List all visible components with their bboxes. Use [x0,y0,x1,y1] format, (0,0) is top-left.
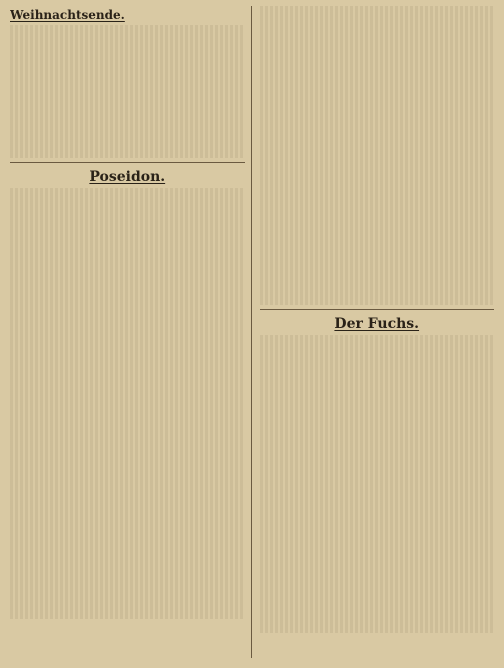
text-line-placeholder [260,197,495,205]
text-line-placeholder [10,58,245,66]
text-line-placeholder [260,476,495,484]
text-line-placeholder [260,31,495,39]
text-line-placeholder [260,89,495,97]
text-line-placeholder [260,418,495,426]
text-line-placeholder [10,470,245,478]
text-line-placeholder [260,567,495,575]
text-line-placeholder [260,72,495,80]
left-column [10,6,252,658]
text-line-placeholder [260,255,495,263]
text-line-placeholder [10,345,245,353]
text-line-placeholder [10,403,245,411]
divider [10,162,245,163]
text-line-placeholder [10,462,245,470]
text-line-placeholder [260,213,495,221]
text-line-placeholder [10,578,245,586]
text-line-placeholder [10,50,245,58]
text-line-placeholder [10,520,245,528]
text-line-placeholder [10,329,245,337]
text-line-placeholder [260,376,495,384]
text-line-placeholder [10,42,245,50]
text-line-placeholder [260,409,495,417]
text-line-placeholder [10,213,245,221]
text-line-placeholder [260,517,495,525]
text-line-placeholder [10,221,245,229]
text-line-placeholder [260,122,495,130]
text-line-placeholder [260,47,495,55]
text-line-placeholder [260,114,495,122]
text-line-placeholder [10,445,245,453]
text-line-placeholder [10,586,245,594]
divider [260,309,495,310]
text-line-placeholder [10,370,245,378]
text-line-placeholder [10,116,245,124]
text-line-placeholder [10,528,245,536]
text-line-placeholder [260,467,495,475]
text-line-placeholder [260,288,495,296]
text-line-placeholder [260,608,495,616]
text-line-placeholder [260,189,495,197]
text-line-placeholder [10,428,245,436]
text-line-placeholder [260,492,495,500]
text-line-placeholder [260,272,495,280]
article-body [260,335,495,634]
text-line-placeholder [260,534,495,542]
text-line-placeholder [10,296,245,304]
text-line-placeholder [10,453,245,461]
text-line-placeholder [10,25,245,33]
text-line-placeholder [260,23,495,31]
text-line-placeholder [260,509,495,517]
text-line-placeholder [10,149,245,157]
text-line-placeholder [10,536,245,544]
text-line-placeholder [260,222,495,230]
text-line-placeholder [260,56,495,64]
text-line-placeholder [10,379,245,387]
text-line-placeholder [260,155,495,163]
text-line-placeholder [260,97,495,105]
text-line-placeholder [10,395,245,403]
text-line-placeholder [260,230,495,238]
text-line-placeholder [260,443,495,451]
text-line-placeholder [10,603,245,611]
text-line-placeholder [260,550,495,558]
text-line-placeholder [10,312,245,320]
article-title-poseidon: Poseidon. [89,168,166,185]
text-line-placeholder [260,130,495,138]
text-line-placeholder [10,271,245,279]
text-line-placeholder [260,351,495,359]
text-line-placeholder [260,296,495,304]
text-line-placeholder [10,437,245,445]
text-line-placeholder [10,354,245,362]
text-line-placeholder [260,484,495,492]
text-line-placeholder [260,584,495,592]
text-line-placeholder [10,229,245,237]
text-line-placeholder [260,501,495,509]
text-line-placeholder [10,83,245,91]
text-line-placeholder [260,164,495,172]
text-line-placeholder [10,196,245,204]
text-line-placeholder [260,238,495,246]
text-line-placeholder [260,360,495,368]
text-line-placeholder [260,401,495,409]
text-line-placeholder [260,559,495,567]
text-line-placeholder [10,204,245,212]
text-line-placeholder [260,625,495,633]
text-line-placeholder [10,188,245,196]
poem-body [10,25,245,158]
text-line-placeholder [10,133,245,141]
text-line-placeholder [10,246,245,254]
article-body [10,188,245,619]
text-line-placeholder [10,420,245,428]
text-line-placeholder [260,6,495,14]
text-line-placeholder [260,368,495,376]
text-line-placeholder [260,575,495,583]
text-line-placeholder [260,172,495,180]
text-line-placeholder [260,434,495,442]
text-line-placeholder [10,478,245,486]
text-line-placeholder [260,64,495,72]
text-line-placeholder [10,279,245,287]
text-line-placeholder [10,141,245,149]
text-line-placeholder [260,39,495,47]
text-line-placeholder [10,611,245,619]
text-line-placeholder [260,393,495,401]
article-title-der-fuchs: Der Fuchs. [334,315,420,332]
text-line-placeholder [10,553,245,561]
text-line-placeholder [10,412,245,420]
text-line-placeholder [10,287,245,295]
text-line-placeholder [10,337,245,345]
text-line-placeholder [260,147,495,155]
article-title-weihnachtsende: Weihnachtsende. [10,8,125,22]
text-line-placeholder [10,254,245,262]
text-line-placeholder [10,108,245,116]
text-line-placeholder [10,125,245,133]
text-line-placeholder [10,495,245,503]
text-line-placeholder [10,569,245,577]
text-line-placeholder [10,75,245,83]
text-line-placeholder [260,14,495,22]
text-line-placeholder [260,459,495,467]
text-line-placeholder [10,238,245,246]
text-line-placeholder [260,247,495,255]
text-line-placeholder [260,180,495,188]
text-line-placeholder [10,321,245,329]
article-body-continued [260,6,495,305]
text-line-placeholder [260,426,495,434]
text-line-placeholder [10,503,245,511]
text-line-placeholder [260,280,495,288]
text-line-placeholder [10,561,245,569]
text-line-placeholder [10,100,245,108]
text-line-placeholder [260,451,495,459]
text-line-placeholder [260,263,495,271]
text-line-placeholder [10,594,245,602]
text-line-placeholder [260,335,495,343]
text-line-placeholder [10,486,245,494]
text-line-placeholder [260,592,495,600]
text-line-placeholder [10,66,245,74]
text-line-placeholder [10,362,245,370]
text-line-placeholder [260,205,495,213]
text-line-placeholder [10,511,245,519]
text-line-placeholder [10,304,245,312]
text-line-placeholder [260,139,495,147]
right-column [260,6,495,658]
newspaper-page [10,6,494,658]
text-line-placeholder [260,106,495,114]
text-line-placeholder [10,545,245,553]
text-line-placeholder [10,91,245,99]
text-line-placeholder [260,617,495,625]
text-line-placeholder [260,343,495,351]
text-line-placeholder [260,81,495,89]
text-line-placeholder [10,33,245,41]
text-line-placeholder [10,262,245,270]
text-line-placeholder [260,526,495,534]
text-line-placeholder [260,600,495,608]
text-line-placeholder [260,384,495,392]
text-line-placeholder [260,542,495,550]
text-line-placeholder [10,387,245,395]
